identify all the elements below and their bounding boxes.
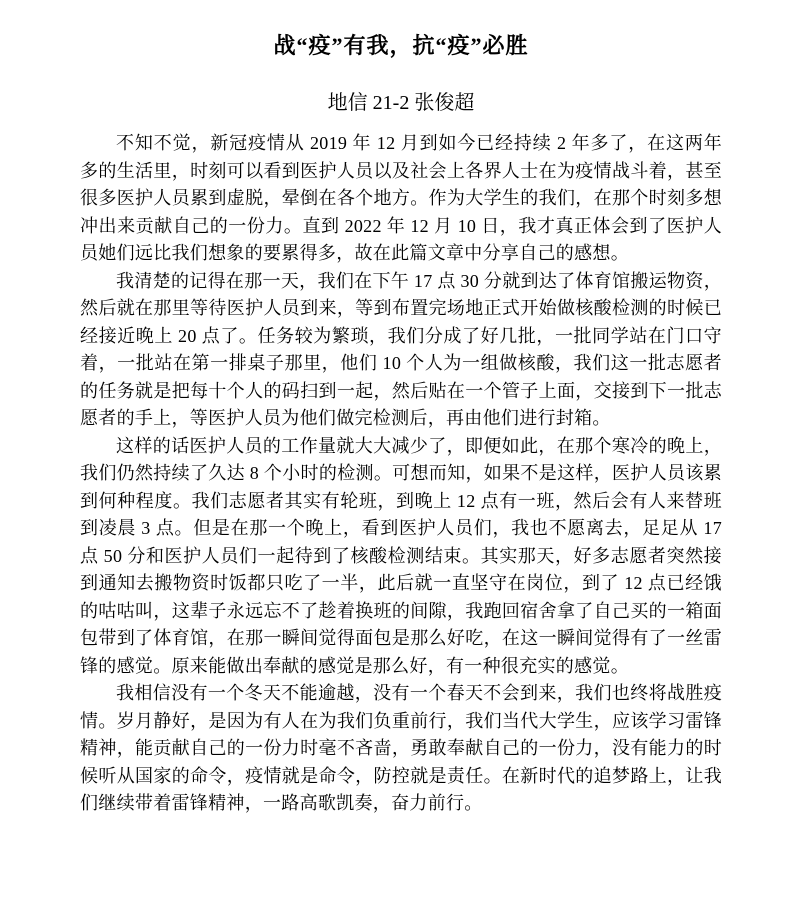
paragraph: 我相信没有一个冬天不能逾越，没有一个春天不会到来，我们也终将战胜疫情。岁月静好，是因为有人在为我们负重前行，我们当代大学生，应该学习雷锋精神，能贡献自己的一份力时毫不吝啬，勇敢奉献自己的一份力，没有能力的时候听从国家的命令，疫情就是命令，防控就是责任。在新时代的追梦路上，让我们继续带着雷锋精神，一路高歌凯奏，奋力前行。 [80,683,722,813]
essay-body [80,130,722,818]
paragraph: 我清楚的记得在那一天，我们在下午 17 点 30 分就到达了体育馆搬运物资，然后就在那里等待医护人员到来，等到布置完场地正式开始做核酸检测的时候已经接近晚上 20 点了。任务较为繁琐，我们分成了好几批，一批同学站在门口守着，一批站在第一排桌子那里，他们 10 个人为一组做核酸，我们这一批志愿者的任务就是把每十个人的码扫到一起，然后贴在一个管子上面，交接到下一批志愿者的手上，等医护人员为他们做完检测后，再由他们进行封箱。 [80,270,722,428]
author-line: 地信 21-2 张俊超 [327,92,475,114]
essay-title: 战“疫”有我，抗“疫”必胜 [273,33,529,58]
paragraph: 这样的话医护人员的工作量就大大减少了，即便如此，在那个寒冷的晚上，我们仍然持续了久达 8 个小时的检测。可想而知，如果不是这样，医护人员该累到何种程度。我们志愿者其实有轮班，到晚上 12 点有一班，然后会有人来替班到凌晨 3 点。但是在那一个晚上，看到医护人员们，我也不愿离去，足足从 17 点 50 分和医护人员们一起待到了核酸检测结束。其实那天，好多志愿者突然接到通知去搬物资时饭都只吃了一半，此后就一直坚守在岗位，到了 12 点已经饿的咕咕叫，这辈子永远忘不了趁着换班的间隙，我跑回宿舍拿了自己买的一箱面包带到了体育馆，在那一瞬间觉得面包是那么好吃，在这一瞬间觉得有了一丝雷锋的感觉。原来能做出奉献的感觉是那么好，有一种很充实的感觉。 [80,435,722,676]
document-page [0,34,800,907]
paragraph: 不知不觉，新冠疫情从 2019 年 12 月到如今已经持续 2 年多了，在这两年多的生活里，时刻可以看到医护人员以及社会上各界人士在为疫情战斗着，甚至很多医护人员累到虚脱，晕倒在各个地方。作为大学生的我们，在那个时刻多想冲出来贡献自己的一份力。直到 2022 年 12 月 10 日，我才真正体会到了医护人员她们远比我们想象的要累得多，故在此篇文章中分享自己的感想。 [80,133,722,263]
